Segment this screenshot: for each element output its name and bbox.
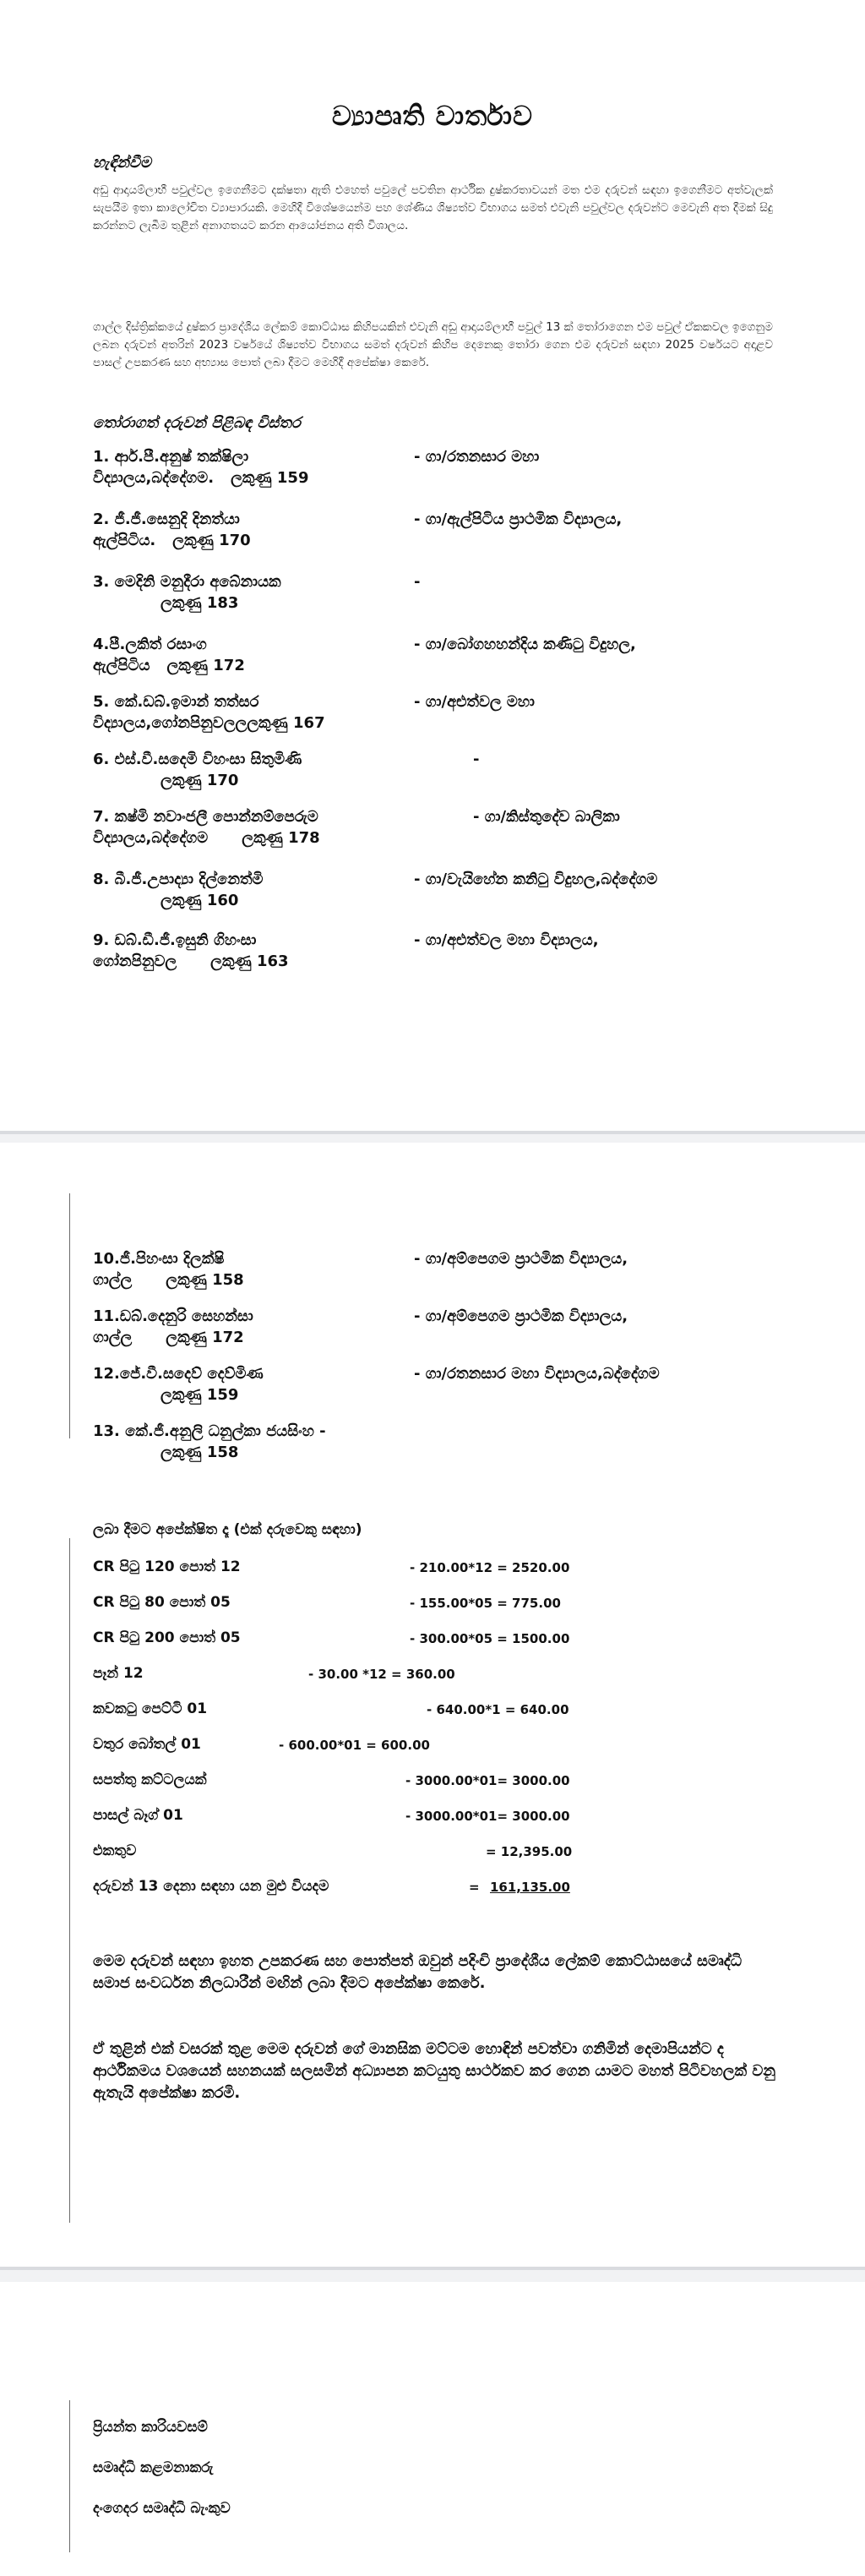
student-school-cont: විද්‍යාලය,බද්දේගම [93,829,209,847]
total-value: = 12,395.00 [486,1844,573,1859]
student-school-cont: ඇල්පිටිය. [93,532,156,549]
student-score: ලකුණු 172 [166,1329,244,1346]
document-page-2 [0,1143,865,2267]
student-name: 1. ආර්.පී.අනුෂ් තක්ෂිලා [93,448,249,466]
student-school: - ගා/වැයිහේන කනිටු විදුහල,බද්දේගම [414,870,658,888]
student-score: ලකුණු 159 [231,469,309,487]
student-name: 4.පී.ලකිත් රසාංග [93,636,207,653]
student-school: - [414,573,421,591]
page-separator [0,2267,865,2270]
requirement-total-row [93,1842,735,1863]
student-school: - ගා/කිස්තුදේව බාලිකා [473,808,620,826]
closing-paragraph-1: මෙම දරුවන් සඳහා ඉහත උපකරණ සහ පොත්පත් ඔවුන් පදිංචි ප්‍රාදේශීය ලේකම් කොට්ඨාසයේ සමෘද්ධි සමාජ සංවර්ධන නිලධාරීන් මඟින් ලබා දීමට අපේක්ෂා කෙරේ. [93,1952,743,1992]
student-school-cont: විද්‍යාලය,බද්දේගම. [93,469,215,487]
requirement-row [93,1807,735,1827]
student-score: ලකුණු 163 [210,952,289,970]
student-score: ලකුණු 170 [172,532,251,549]
requirements-title: ලබා දීමට අපේක්ෂිත දෑ (එක් දරුවෙකු සඳහා) [93,1521,362,1538]
student-score: ලකුණු 183 [160,594,239,612]
requirement-row [93,1665,735,1685]
requirement-row [93,1736,735,1756]
grand-total-eq: = [469,1880,480,1895]
requirement-row [93,1771,735,1792]
intro-paragraph-2: ගාල්ල දිස්ත්‍රික්කයේ දුෂ්කර ප්‍රාදේශීය ලේකම් කොට්ඨාස කිහිපයකින් එවැනි අඩු ආදායම්ලාභී පවුල් 13 ක් තෝරාගෙන එම පවුල් ඒකකවල ඉගෙනුම ලබන දරුවන් අතරින් 2023 වර්ෂයේ ශිෂ්‍යත්ව විභාගය සමත් දරුවන් කිහිප දෙනෙකු තෝරා ගෙන එම දරුවන් සඳහා 2025 වර්ෂයට අදාළව පාසල් උපකරණ සහ අභ්‍යාස පොත් ලබා දීමට මෙහිදී අපේක්ෂා කෙරේ. [93,320,773,369]
requirement-row [93,1594,735,1614]
requirement-calc: - 640.00*1 = 640.00 [427,1702,569,1717]
student-name: 9. ඩබ්.ඩී.ජී.ඉසුනි ගිහංසා [93,931,257,949]
requirement-row [93,1558,735,1579]
student-school: - ගා/අම්පෙගම ප්‍රාථමික විද්‍යාලය, [414,1307,628,1325]
requirement-calc: - 300.00*05 = 1500.00 [410,1631,570,1646]
student-name: 10.ජී.පිහංසා දිලක්ෂි [93,1250,225,1268]
student-school-cont: ගාල්ල [93,1271,133,1289]
student-name: 2. ජී.ජී.සෙනුදි දිනත්යා [93,510,240,528]
student-school-cont: ඇල්පිටිය [93,657,150,674]
student-school: - ගා/අළුත්වල මහා [414,693,535,711]
student-score: ලකුණු 158 [160,1444,239,1461]
requirement-item: CR පිටු 120 පොත් 12 [93,1558,241,1575]
student-entry [93,1306,794,1348]
student-entry [93,749,794,791]
student-entry [93,634,794,676]
student-school: - [473,750,480,768]
requirement-row [93,1700,735,1721]
requirement-calc: - 210.00*12 = 2520.00 [410,1560,570,1575]
student-score: ලකුණු 159 [160,1386,239,1404]
grand-total-row [93,1878,735,1898]
student-name: 7. කෂ්මි නවාංජලී පොන්නම්පෙරුම [93,808,318,826]
student-name: 3. මෙදිනි මනුදීරා අබේනායක [93,573,281,591]
grand-total-value: 161,135.00 [490,1880,570,1895]
intro-heading: හැඳින්වීම [93,154,151,172]
student-score: ලකුණු 160 [160,892,239,909]
student-school: - ගා/අම්පෙගම ප්‍රාථමික විද්‍යාලය, [414,1250,628,1268]
requirement-item: වතුර බෝතල් 01 [93,1736,201,1753]
student-name: 12.ජේ.වී.සදෙව් දෙව්මිණ [93,1365,264,1383]
student-entry [93,1421,794,1463]
student-school-cont: විද්‍යාලය,ගෝනපිනුවලල [93,714,248,732]
intro-paragraph-1: අඩු ආදායම්ලාභී පවුල්වල ඉගෙනීමට දක්ෂතා ඇති එහෙත් පවුලේ පවතින ආර්ථික දුෂ්කරතාවයන් මත එම දරුවන් සඳහා ඉගෙනීමට අත්වැලක් සැපයීම ඉතා කාලෝචිත ව්‍යාපාරයකි. මෙහිදී විශේෂයෙන්ම පහ ශේණිය ශිෂ්‍යත්ව විභාගය සමත් එවැනි පවුල්වල දරුවන්ට මෙවැනි අත දීමක් සිදු කරන්නට ලැබීම තුළින් අනාගතයට කරන ආයෝජනය අති විශාලය. [93,183,773,232]
student-name: 11.ඩබ්.දෙනුරි සෙහන්සා [93,1307,253,1325]
signature-role: සමෘද්ධි කළමනාකරු [93,2459,214,2476]
student-entry [93,806,794,849]
requirement-item: CR පිටු 80 පොත් 05 [93,1594,231,1611]
student-school: - ගා/රතනසාර මහා [414,448,540,466]
student-entry [93,571,794,614]
margin-line [69,1193,70,1438]
student-score: ලකුණු 158 [166,1271,244,1289]
closing-paragraph-2: ඒ තුළින් එක් වසරක් තුළ මෙම දරුවන් ගේ මානසික මට්ටම හොඳින් පවත්වා ගනිමින් දෙමාපියන්ට ද ආර්ථිකමය වශයෙන් සහනයක් සලසමින් අධ්‍යාපන කටයුතු සාර්ථකව කර ගෙන යාමට මහත් පිටිවහලක් වනු ඇතැයි අපේක්ෂා කරමි. [93,2040,775,2102]
student-entry [93,1248,794,1291]
student-score: ලකුණු 178 [242,829,320,847]
student-score: ලකුණු 170 [160,772,239,789]
requirement-row [93,1629,735,1650]
requirement-calc: - 155.00*05 = 775.00 [410,1596,561,1611]
student-school: - ගා/ඇල්පිටිය ප්‍රාථමික විද්‍යාලය, [414,510,623,528]
margin-line [69,1538,70,2223]
page-separator [0,1131,865,1134]
student-entry [93,509,794,551]
total-label: එකතුව [93,1842,137,1859]
student-school: - ගා/රතනසාර මහා විද්‍යාලය,බද්දේගම [414,1365,660,1383]
student-school-cont: ගෝනපිනුවල [93,952,177,970]
student-name: 5. කේ.ඩබ්.ඉමාන් තත්සර [93,693,259,711]
requirement-item: සපත්තු කට්ටලයක් [93,1771,207,1788]
student-entry [93,930,794,972]
requirement-calc: - 600.00*01 = 600.00 [279,1738,430,1753]
student-entry [93,869,794,911]
margin-line [69,2400,70,2552]
signature-bank: දංගෙදර සමෘද්ධි බැංකුව [93,2500,231,2517]
students-heading: තෝරාගත් දරුවන් පිළිබඳ විස්තර [93,414,301,432]
requirement-calc: - 30.00 *12 = 360.00 [308,1667,455,1682]
student-school: - ගා/අළුත්වල මහා විද්‍යාලය, [414,931,599,949]
student-entry [93,446,794,488]
document-page-3 [0,2282,865,2576]
student-name: 6. එස්.වී.සදෙමි විහංසා සිතුමිණි [93,750,302,768]
student-school-cont: ගාල්ල [93,1329,133,1346]
requirement-item: කවකටු පෙට්ටි 01 [93,1700,208,1717]
requirement-calc: - 3000.00*01= 3000.00 [405,1773,570,1788]
student-name: 13. කේ.ජී.අනුලි ධනුල්කා ජයසිංහ - [93,1422,326,1440]
student-score: ලකුණු 167 [247,714,325,732]
student-entry [93,1363,794,1405]
page-title: ව්‍යාපෘති වාර්තාව [331,100,534,132]
grand-total-label: දරුවන් 13 දෙනා සඳහා යන මුළු වියදම [93,1878,329,1895]
requirement-item: පෑන් 12 [93,1665,144,1682]
requirement-calc: - 3000.00*01= 3000.00 [405,1809,570,1824]
student-name: 8. බී.ජී.උපාද්‍යා දිල්නෙත්මි [93,870,264,888]
document-page-1 [0,0,865,1131]
signature-name: ප්‍රියන්ත කාරියවසම් [93,2419,208,2436]
student-score: ලකුණු 172 [166,657,245,674]
student-school: - ගා/බෝගහහන්දිය කණිටු විදුහල, [414,636,636,653]
requirement-item: CR පිටු 200 පොත් 05 [93,1629,241,1646]
requirement-item: පාසල් බෑග් 01 [93,1807,183,1824]
student-entry [93,691,794,734]
